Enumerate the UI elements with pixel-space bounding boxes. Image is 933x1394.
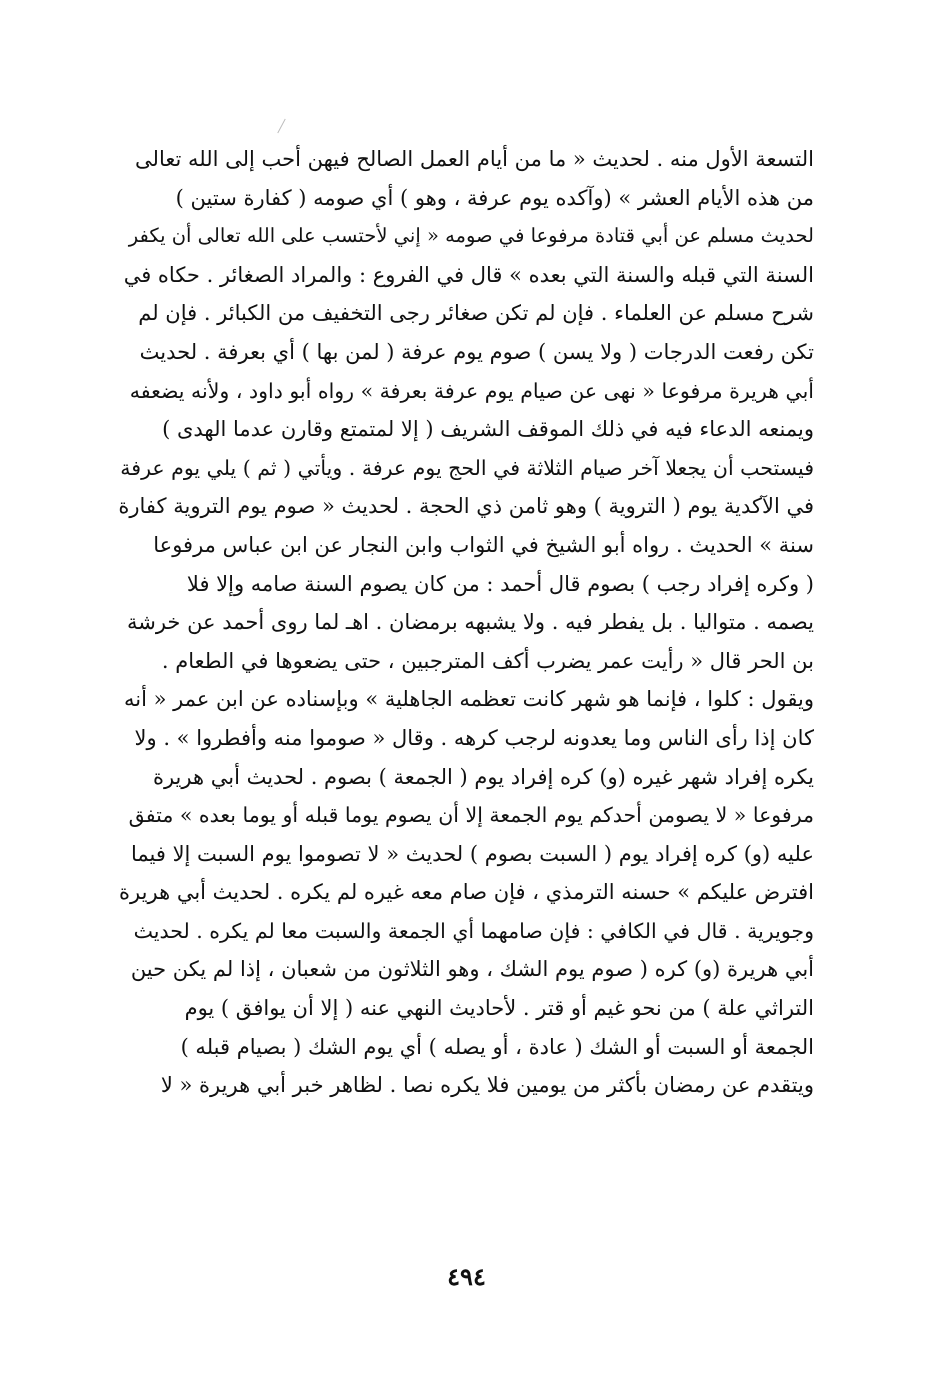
text-line-16: كان إذا رأى الناس وما يعدونه لرجب كرهه . وقال « صوموا منه وأفطروا » . ولا	[134, 725, 814, 750]
text-line-17: يكره إفراد شهر غيره (و) كره إفراد يوم ( الجمعة ) بصوم . لحديث أبي هريرة	[152, 764, 814, 789]
text-line-20: افترض عليكم » حسنه الترمذي ، فإن صام معه غيره لم يكره . لحديث أبي هريرة	[119, 880, 814, 905]
text-line-18: مرفوعا « لا يصومن أحدكم يوم الجمعة إلا أن يصوم يوما قبله أو يوما بعده » متفق	[128, 803, 814, 828]
text-line-10: في الآكدية يوم ( التروية ) وهو ثامن ذي الحجة . لحديث « صوم يوم التروية كفارة	[118, 494, 814, 519]
text-line-1: التسعة الأول منه . لحديث « ما من أيام العمل الصالح فيهن أحب إلى الله تعالى	[135, 147, 814, 171]
text-line-12: ( وكره إفراد رجب ) بصوم قال أحمد : من كان يصوم السنة صامه وإلا فلا	[186, 571, 814, 596]
text-line-2: من هذه الأيام العشر » (وآكده يوم عرفة ، وهو ) أي صومه ( كفارة ستين )	[175, 185, 814, 210]
text-line-15: ويقول : كلوا ، فإنما هو شهر كانت تعظمه الجاهلية » وبإسناده عن ابن عمر « أنه	[123, 687, 814, 712]
text-line-4: السنة التي قبله والسنة التي بعده » قال في الفروع : والمراد الصغائر . حكاه في	[123, 262, 814, 287]
text-line-13: يصمه . متواليا . بل يفطر فيه . ولا يشبهه برمضان . اهـ لما روى أحمد عن خرشة	[126, 610, 814, 635]
text-line-24: الجمعة أو السبت أو الشك ( عادة ، أو يصله ) أي يوم الشك ( بصيام قبله )	[180, 1034, 814, 1059]
text-line-8: ويمنعه الدعاء فيه في ذلك الموقف الشريف ( إلا لمتمتع وقارن عدما الهدى )	[162, 417, 814, 442]
text-line-3: لحديث مسلم عن أبي قتادة مرفوعا في صومه « إني لأحتسب على الله تعالى أن يكفر	[128, 224, 814, 248]
text-line-9: فيستحب أن يجعلا آخر صيام الثلاثة في الحج يوم عرفة . ويأتي ( ثم ) يلي يوم عرفة	[120, 455, 814, 480]
text-line-21: وجويرية . قال في الكافي : فإن صامهما أي الجمعة والسبت معا لم يكره . لحديث	[133, 918, 814, 943]
text-line-5: شرح مسلم عن العلماء . فإن لم تكن صغائر رجى التخفيف من الكبائر . فإن لم	[138, 301, 814, 326]
text-line-6: تكن رفعت الدرجات ( ولا يسن ) صوم يوم عرفة ( لمن بها ) أي بعرفة . لحديث	[139, 339, 814, 364]
page-number: ٤٩٤	[447, 1262, 486, 1291]
body-text	[118, 140, 814, 1105]
text-line-23: التراثي علة ) من نحو غيم أو قتر . لأحاديث النهي عنه ( إلا أن يوافق ) يوم	[184, 996, 814, 1021]
text-line-7: أبي هريرة مرفوعا « نهى عن صيام يوم عرفة بعرفة » رواه أبو داود ، ولأنه يضعفه	[129, 378, 814, 403]
text-line-25: ويتقدم عن رمضان بأكثر من يومين فلا يكره نصا . لظاهر خبر أبي هريرة « لا	[160, 1073, 814, 1098]
scan-mark	[277, 119, 285, 134]
text-line-19: عليه (و) كره إفراد يوم ( السبت بصوم ) لحديث « لا تصوموا يوم السبت إلا فيما	[130, 841, 814, 866]
text-line-11: سنة » الحديث . رواه أبو الشيخ في الثواب وابن النجار عن ابن عباس مرفوعا	[153, 532, 814, 557]
text-line-14: بن الحر قال « رأيت عمر يضرب أكف المترجبين ، حتى يضعوها في الطعام .	[161, 648, 814, 673]
text-line-22: أبي هريرة (و) كره ( صوم يوم الشك ، وهو الثلاثون من شعبان ، إذا لم يكن حين	[130, 957, 814, 982]
